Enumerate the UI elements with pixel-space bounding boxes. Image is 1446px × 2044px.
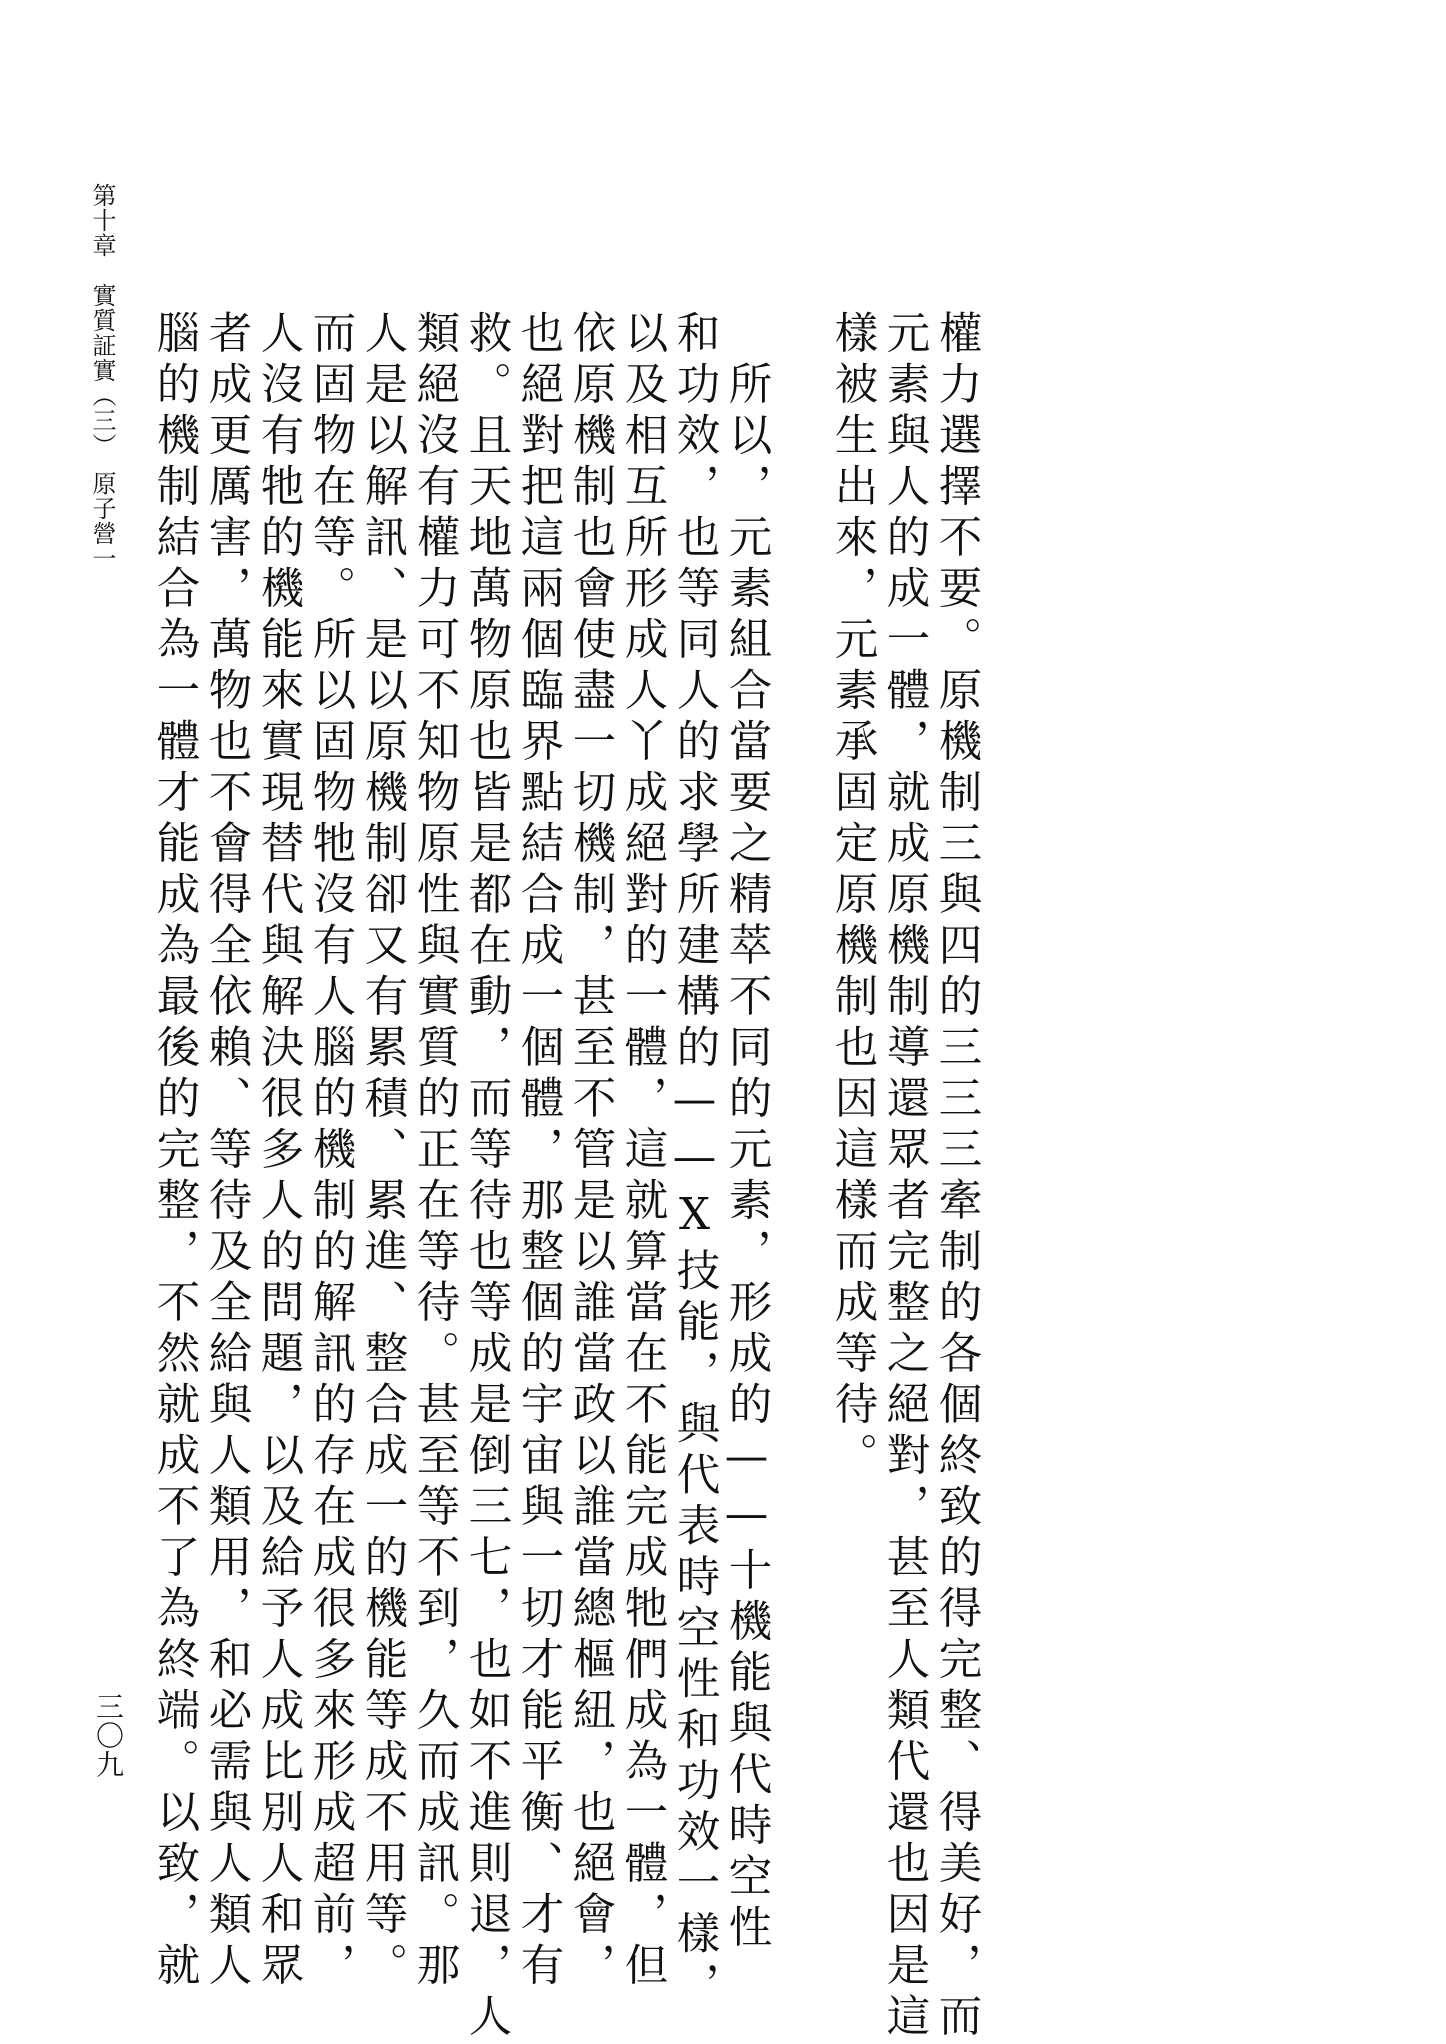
text-column: 救。且天地萬物原也皆是都在動，而等待也等成是倒三七，也如不進則退，人 <box>461 310 512 2044</box>
text-column: 和功效，也等同人的求學所建構的——X技能，與代表時空性和功效一樣， <box>669 310 720 2013</box>
text-column: 者成更厲害，萬物也不會得全依賴、等待及全給與人類用，和必需與人類人 <box>201 310 252 1993</box>
text-column: 類絕沒有權力可不知物原性與實質的正在等待。甚至等不到，久而成訊。那 <box>409 310 460 1993</box>
text-column: 樣被生出來，元素承固定原機制也因這樣而成等待。 <box>827 310 878 1483</box>
page-number: 三〇九 <box>92 1692 125 1779</box>
text-column: 也絕對把這兩個臨界點結合成一個體，那整個的宇宙與一切才能平衡、才有 <box>513 310 564 1993</box>
text-column: 權力選擇不要。原機制三與四的三三三牽制的各個終致的得完整、得美好，而 <box>931 310 982 2044</box>
text-column: 以及相互所形成人丫成絕對的一體，這就算當在不能完成牠們成為一體，但 <box>617 310 668 1993</box>
text-column: 腦的機制結合為一體才能成為最後的完整，不然就成不了為終端。以致，就 <box>149 310 200 1993</box>
text-column: 人沒有牠的機能來實現替代與解決很多人的問題，以及給予人成比別人和眾 <box>253 310 304 1993</box>
text-column: 元素與人的成一體，就成原機制導還眾者完整之絕對，甚至人類代還也因是這 <box>879 310 930 2044</box>
text-column: 人是以解訊、是以原機制卻又有累積、累進、整合成一的機能等成不用等。 <box>357 310 408 1993</box>
text-column: 所以，元素組合當要之精萃不同的元素，形成的——十機能與代時空性 <box>721 310 772 1955</box>
text-column: 而固物在等。所以固物牠沒有人腦的機制的解訊的存在成很多來形成超前， <box>305 310 356 1993</box>
text-column: 依原機制也會使盡一切機制，甚至不管是以誰當政以誰當總樞紐，也絕會， <box>565 310 616 1993</box>
running-head: 第十章 實質証實（三） 原子營一 <box>88 183 116 571</box>
